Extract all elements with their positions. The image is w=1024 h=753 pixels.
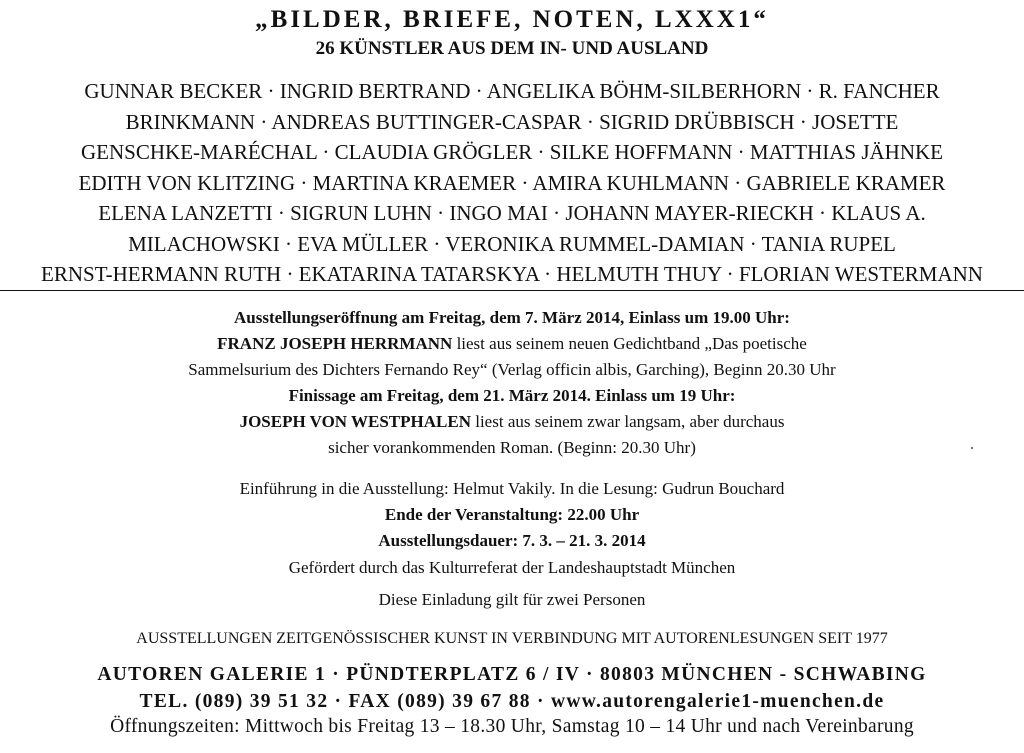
reading1-line <box>0 334 1024 354</box>
reading1-author: FRANZ JOSEPH HERRMANN <box>217 334 453 353</box>
artist-list <box>0 76 1024 290</box>
invitation-note: Diese Einladung gilt für zwei Personen <box>378 590 646 609</box>
exhibition-subtitle: 26 KÜNSTLER AUS DEM IN- UND AUSLAND <box>315 38 709 59</box>
artist-line: ELENA LANZETTI · SIGRUN LUHN · INGO MAI · JOHANN MAYER-RIECKH · KLAUS A. <box>98 201 926 225</box>
gallery-address: AUTOREN GALERIE 1 · PÜNDTERPLATZ 6 / IV · 80803 MÜNCHEN - SCHWABING <box>97 664 927 685</box>
opening-hours: Öffnungszeiten: Mittwoch bis Freitag 13 – 18.30 Uhr, Samstag 10 – 14 Uhr und nach Vereinbarung <box>110 716 914 737</box>
artist-line: GENSCHKE-MARÉCHAL · CLAUDIA GRÖGLER · SILKE HOFFMANN · MATTHIAS JÄHNKE <box>81 140 943 164</box>
funding-note: Gefördert durch das Kulturreferat der Landeshauptstadt München <box>288 558 736 577</box>
artist-line: MILACHOWSKI · EVA MÜLLER · VERONIKA RUMMEL-DAMIAN · TANIA RUPEL <box>128 231 896 256</box>
exhibition-title: „BILDER, BRIEFE, NOTEN, LXXX1“ <box>255 6 769 33</box>
reading2-line <box>0 412 1024 432</box>
reading1-details: Sammelsurium des Dichters Fernando Rey“ (Verlag officin albis, Garching), Beginn 20.30 Uhr <box>188 360 836 379</box>
exhibition-duration: Ausstellungsdauer: 7. 3. – 21. 3. 2014 <box>378 531 646 550</box>
scan-speck <box>971 447 973 449</box>
artist-line: EDITH VON KLITZING · MARTINA KRAEMER · AMIRA KUHLMANN · GABRIELE KRAMER <box>78 170 946 195</box>
artist-line: GUNNAR BECKER · INGRID BERTRAND · ANGELIKA BÖHM-SILBERHORN · R. FANCHER <box>84 79 940 103</box>
reading2-text: liest aus seinem zwar langsam, aber durchaus <box>470 412 785 431</box>
gallery-contact: TEL. (089) 39 51 32 · FAX (089) 39 67 88 · www.autorengalerie1-muenchen.de <box>139 691 885 712</box>
reading2-author: JOSEPH VON WESTPHALEN <box>239 412 471 431</box>
gallery-claim: AUSSTELLUNGEN ZEITGENÖSSISCHER KUNST IN VERBINDUNG MIT AUTORENLESUNGEN SEIT 1977 <box>136 630 888 647</box>
finissage-info: Finissage am Freitag, dem 21. März 2014. Einlass um 19 Uhr: <box>288 386 736 405</box>
event-end: Ende der Veranstaltung: 22.00 Uhr <box>384 505 640 524</box>
divider <box>0 290 1024 291</box>
reading2-details: sicher vorankommenden Roman. (Beginn: 20.30 Uhr) <box>328 438 696 457</box>
artist-line: ERNST-HERMANN RUTH · EKATARINA TATARSKYA · HELMUTH THUY · FLORIAN WESTERMANN <box>41 262 983 286</box>
opening-info: Ausstellungseröffnung am Freitag, dem 7. März 2014, Einlass um 19.00 Uhr: <box>234 308 790 327</box>
artist-line: BRINKMANN · ANDREAS BUTTINGER-CASPAR · SIGRID DRÜBBISCH · JOSETTE <box>125 109 899 134</box>
reading1-text: liest aus seinem neuen Gedichtband „Das poetische <box>452 334 807 353</box>
introduction-info: Einführung in die Ausstellung: Helmut Vakily. In die Lesung: Gudrun Bouchard <box>239 479 785 498</box>
